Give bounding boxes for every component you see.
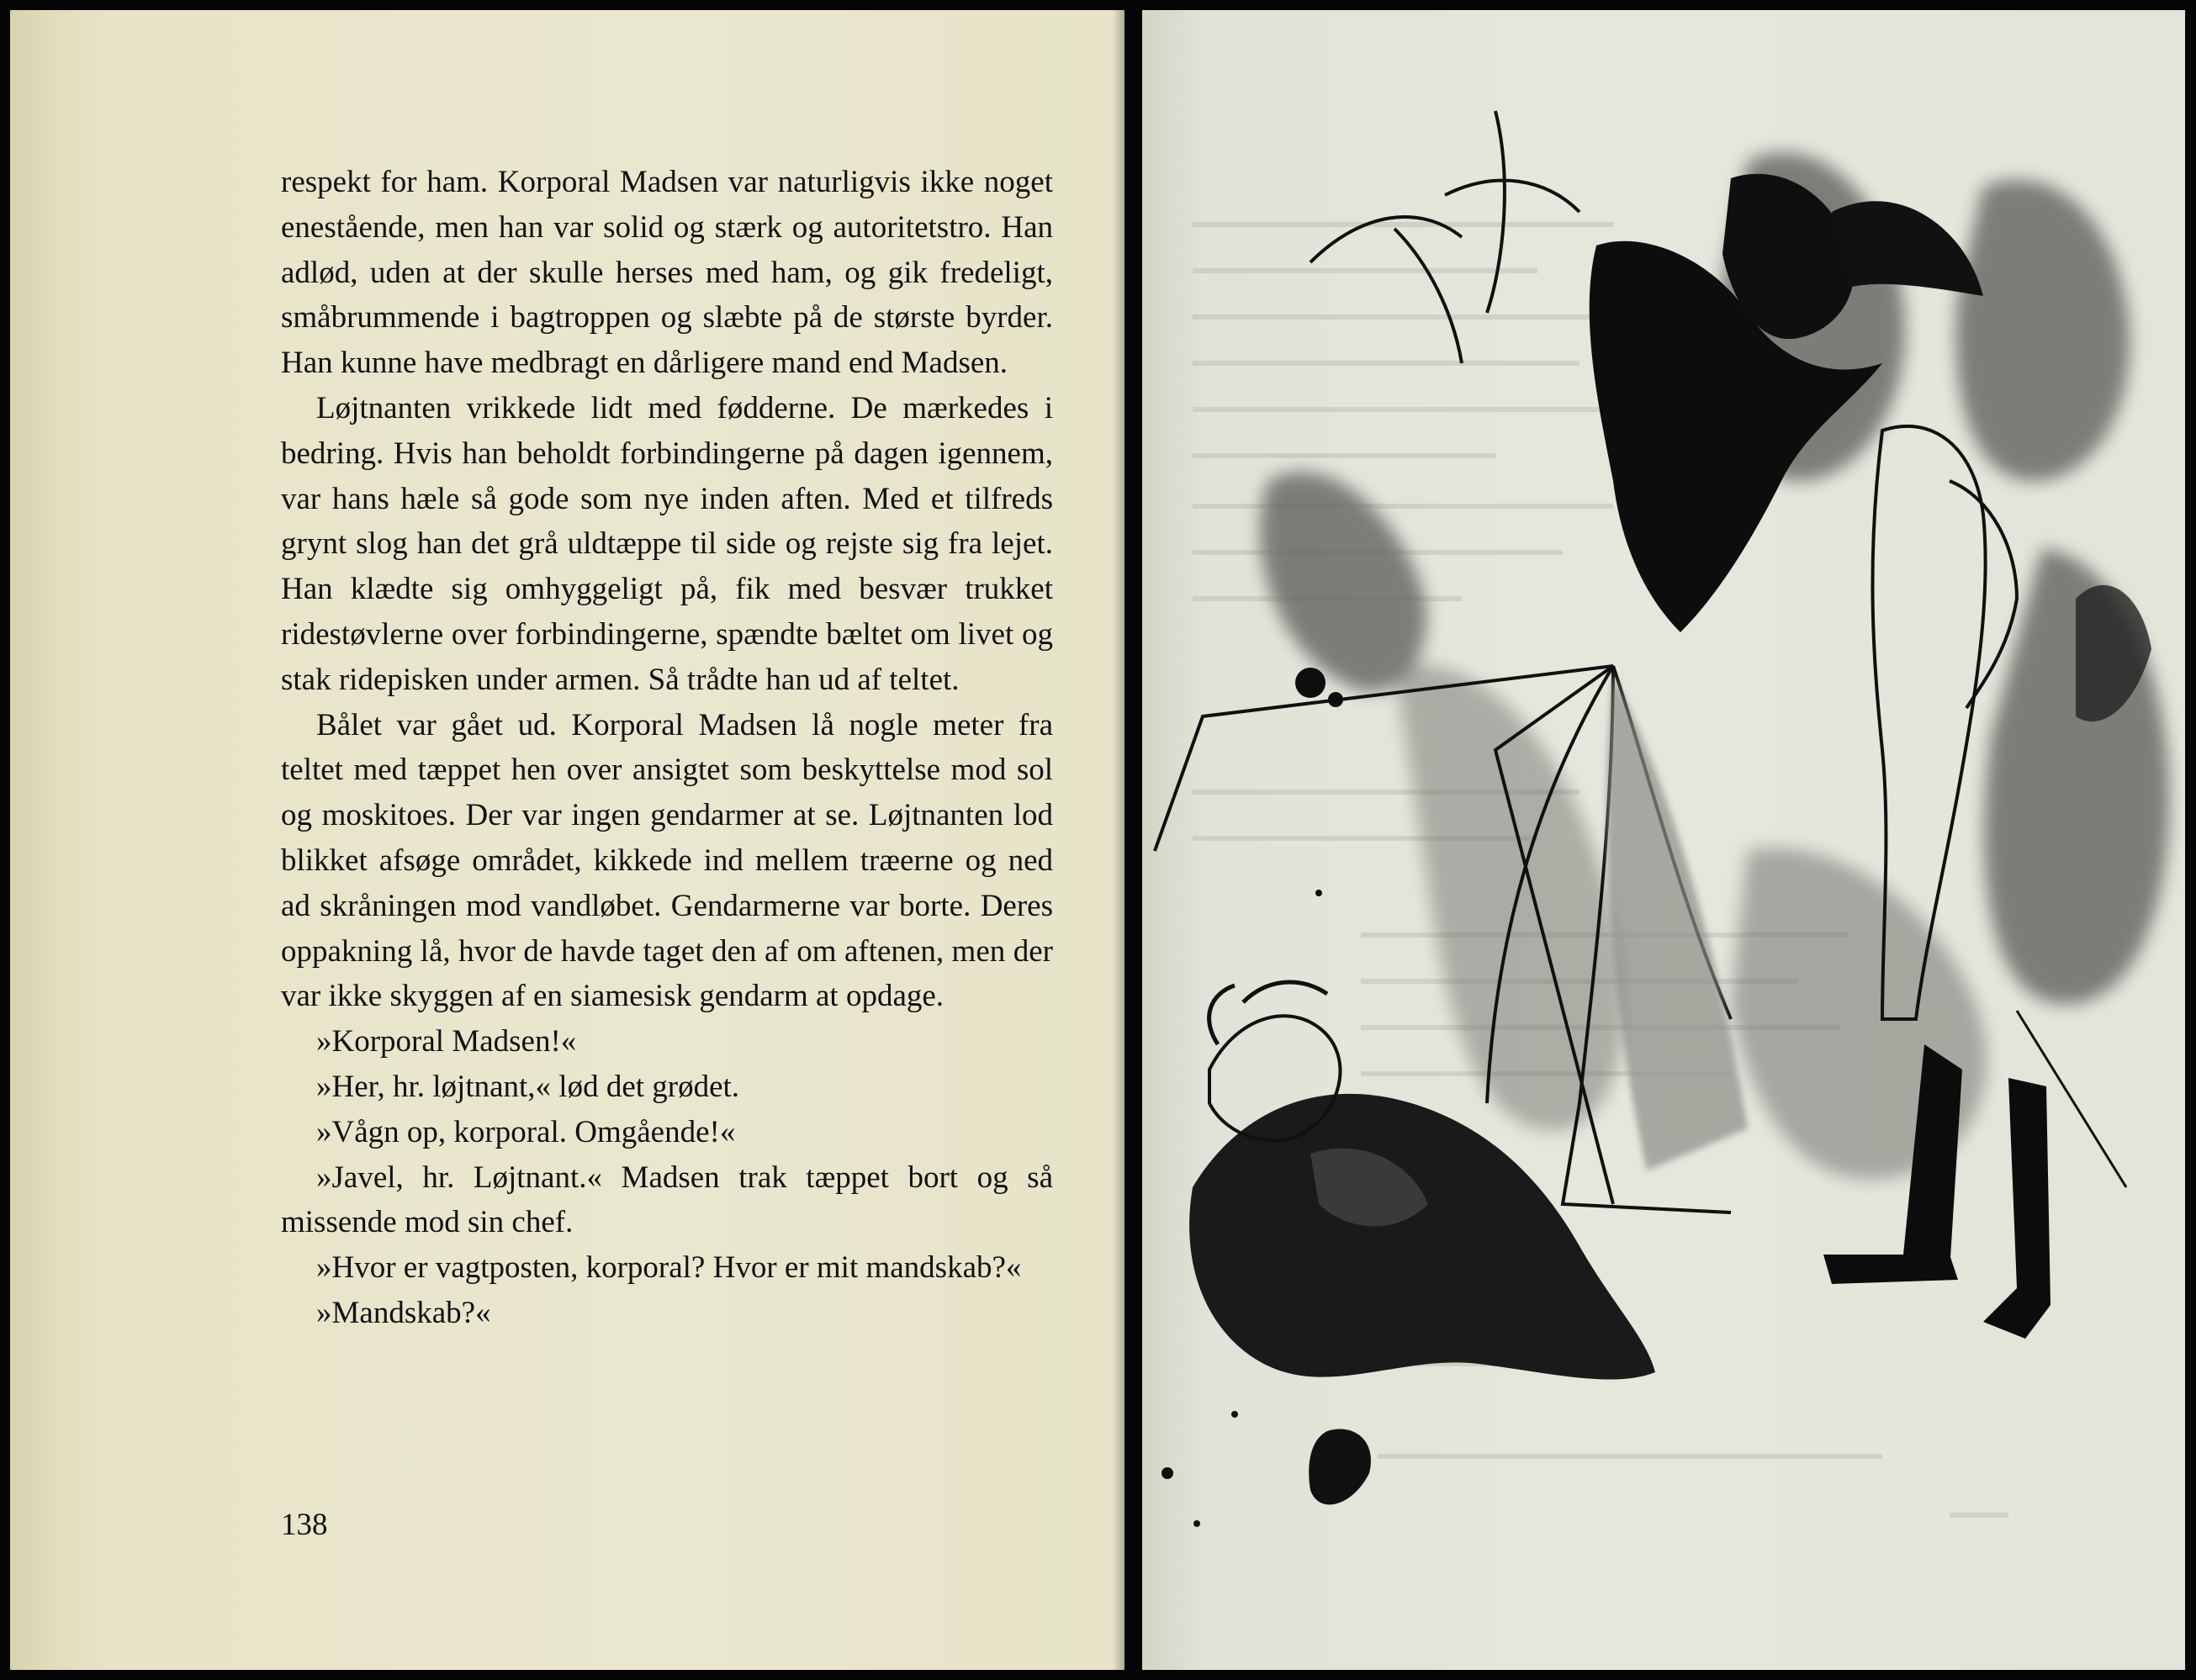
paragraph-3: Bålet var gået ud. Korporal Madsen lå nogle meter fra teltet med tæppet hen over ansigtet som beskyttelse mod sol og moskitoes. Der var ingen gendarmer at se. Løjtnanten lod blikket afsøge området, kikkede ind mellem træerne og ned ad skråningen mod vandløbet. Gendarmerne var borte. Deres oppakning lå, hvor de havde taget den af om aftenen, men der var ikke skyggen af en siamesisk gendarm at opdage. — [281, 707, 1053, 1014]
right-page — [1142, 10, 2185, 1670]
tent-fabric — [1606, 674, 1748, 1170]
paragraph-4: »Korporal Madsen!« — [316, 1024, 577, 1059]
paragraph-9: »Mandskab?« — [316, 1295, 491, 1330]
page-number: 138 — [281, 1508, 328, 1542]
left-page — [10, 10, 1124, 1670]
gutter-shadow — [1113, 10, 1124, 1670]
paragraph-8: »Hvor er vagtposten, korporal? Hvor er mit mandskab?« — [316, 1250, 1022, 1286]
paragraph-1: respekt for ham. Korporal Madsen var naturligvis ikke noget enestående, men han var solid og stærk og autoritetstro. Han adlød, uden at der skulle herses med ham, og gik fredeligt, småbrummende i bagtroppen og slæbte på de største byrder. Han kunne have medbragt en dårligere mand end Madsen. — [281, 165, 1053, 381]
paragraph-2: Løjtnanten vrikkede lidt med fødderne. De mærkedes i bedring. Hvis han beholdt forbindingerne på dagen igennem, var hans hæle så gode som nye inden aften. Med et tilfreds grynt slog han det grå uldtæppe til side og rejste sig fra lejet. Han klædte sig omhyggeligt på, fik med besvær trukket ridestøvlerne over forbindingerne, spændte bæltet om livet og stak ridepisken under armen. Så trådte han ud af teltet. — [281, 390, 1053, 697]
paragraph-7: »Javel, hr. Løjtnant.« Madsen trak tæppet bort og så missende mod sin chef. — [281, 1160, 1053, 1240]
body-text — [281, 160, 1053, 1336]
ink-illustration — [1142, 10, 2185, 1670]
paragraph-6: »Vågn op, korporal. Omgående!« — [316, 1114, 736, 1149]
paragraph-5: »Her, hr. løjtnant,« lød det grødet. — [316, 1069, 740, 1104]
